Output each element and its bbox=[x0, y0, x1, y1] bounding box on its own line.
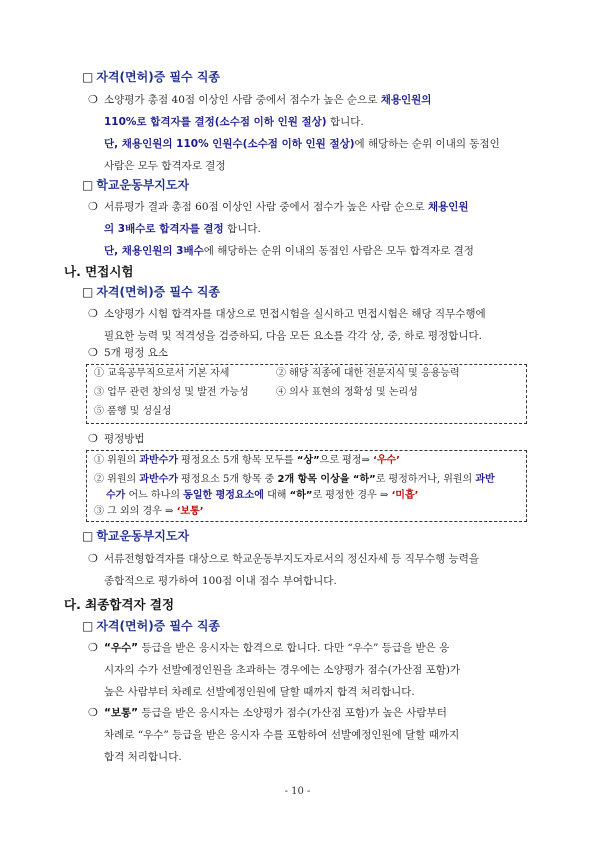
interview-license-heading: □ 자격(면허)증 필수 직종 bbox=[82, 285, 220, 299]
interview-paragraph-line1: 소양평가 시험 합격자를 대상으로 면접시험을 실시하고 면접시험은 해당 직무수행에 bbox=[104, 308, 486, 320]
method-rule-2-line2: 수가 어느 하나의 동일한 평정요소에 대해 “하”로 평정한 경우 ⇒ ‘미흡’ bbox=[106, 490, 419, 501]
element-item-5: ⑤ 품행 및 성실성 bbox=[94, 406, 172, 417]
circle-bullet-icon: ❍ bbox=[88, 432, 98, 445]
final-paragraph-line3: 높은 사람부터 차례로 선발예정인원에 달할 때까지 합격 처리합니다. bbox=[104, 686, 415, 698]
final-paragraph-line6: 합격 처리합니다. bbox=[104, 751, 182, 763]
circle-bullet-icon: ❍ bbox=[88, 706, 98, 719]
square-bullet-icon: □ bbox=[82, 619, 94, 633]
circle-bullet-icon: ❍ bbox=[88, 200, 98, 213]
final-paragraph-line4: “보통” 등급을 받은 응시자는 소양평가 점수(가산점 포함)가 높은 사람부터 bbox=[104, 707, 447, 719]
final-paragraph-line5: 차례로 “우수” 등급을 받은 응시자 수를 포함하여 선발예정인원에 달할 때까지 bbox=[104, 729, 460, 741]
sports-coach-heading: □ 학교운동부지도자 bbox=[82, 178, 190, 192]
element-item-3: ③ 업무 관련 창의성 및 발전 가능성 bbox=[94, 387, 249, 398]
square-bullet-icon: □ bbox=[82, 178, 94, 192]
method-rule-2-line1: ② 위원의 과반수가 평정요소 5개 항목 중 2개 항목 이상을 “하”로 평정하거나, 위원의 과반 bbox=[94, 474, 495, 485]
license-paragraph-line1: 소양평가 총점 40점 이상인 사람 중에서 점수가 높은 순으로 채용인원의 bbox=[104, 94, 432, 106]
page-number: - 10 - bbox=[284, 786, 311, 797]
license-required-heading: □ 자격(면허)증 필수 직종 bbox=[82, 70, 220, 84]
interview-sports-line1: 서류전형합격자를 대상으로 학교운동부지도자로서의 정신자세 등 직무수행 능력을 bbox=[104, 553, 480, 565]
interview-paragraph-line2: 필요한 능력 및 적격성을 검증하되, 다음 모든 요소를 각각 상, 중, 하로 평정합니다. bbox=[104, 330, 482, 342]
elements-label: 5개 평정 요소 bbox=[104, 347, 169, 359]
final-paragraph-line2: 시자의 수가 선발예정인원을 초과하는 경우에는 소양평가 점수(가산점 포함)가 bbox=[104, 664, 461, 676]
square-bullet-icon: □ bbox=[82, 285, 94, 299]
square-bullet-icon: □ bbox=[82, 529, 94, 543]
license-paragraph-line4: 사람은 모두 합격자로 결정 bbox=[104, 160, 226, 172]
final-paragraph-line1: “우수” 등급을 받은 응시자는 합격으로 합니다. 다만 “우수” 등급을 받은 응 bbox=[104, 642, 450, 654]
final-license-heading: □ 자격(면허)증 필수 직종 bbox=[82, 619, 220, 633]
circle-bullet-icon: ❍ bbox=[88, 552, 98, 565]
interview-sports-heading: □ 학교운동부지도자 bbox=[82, 529, 190, 543]
square-bullet-icon: □ bbox=[82, 70, 94, 84]
license-paragraph-line3: 단, 채용인원의 110% 인원수(소수점 이하 인원 절상)에 해당하는 순위 이내의 동점인 bbox=[104, 138, 500, 150]
circle-bullet-icon: ❍ bbox=[88, 307, 98, 320]
sports-paragraph-line1: 서류평가 결과 총점 60점 이상인 사람 중에서 점수가 높은 사람 순으로 채용인원 bbox=[104, 201, 469, 213]
circle-bullet-icon: ❍ bbox=[88, 641, 98, 654]
interview-section-title: 나. 면접시험 bbox=[64, 264, 134, 279]
circle-bullet-icon: ❍ bbox=[88, 346, 98, 359]
final-section-title: 다. 최종합격자 결정 bbox=[64, 597, 175, 612]
element-item-4: ④ 의사 표현의 정확성 및 논리성 bbox=[276, 387, 418, 398]
sports-paragraph-line2: 의 3배수로 합격자를 결정 합니다. bbox=[104, 223, 261, 235]
element-item-2: ② 해당 직종에 대한 전문지식 및 응용능력 bbox=[276, 368, 460, 379]
method-label: 평정방법 bbox=[104, 433, 145, 445]
circle-bullet-icon: ❍ bbox=[88, 93, 98, 106]
license-paragraph-line2: 110%로 합격자를 결정(소수점 이하 인원 절상) 합니다. bbox=[104, 116, 364, 128]
method-rule-3: ③ 그 외의 경우 ⇒ ‘보통’ bbox=[94, 506, 204, 517]
element-item-1: ① 교육공무직으로서 기본 자세 bbox=[94, 368, 230, 379]
method-rule-1: ① 위원의 과반수가 평정요소 5개 항목 모두를 “상”으로 평정⇒ ‘우수’ bbox=[94, 455, 400, 466]
interview-sports-line2: 종합적으로 평가하여 100점 이내 점수 부여합니다. bbox=[104, 575, 337, 587]
sports-paragraph-line3: 단, 채용인원의 3배수에 해당하는 순위 이내의 동점인 사람은 모두 합격자로 결정 bbox=[104, 245, 474, 257]
